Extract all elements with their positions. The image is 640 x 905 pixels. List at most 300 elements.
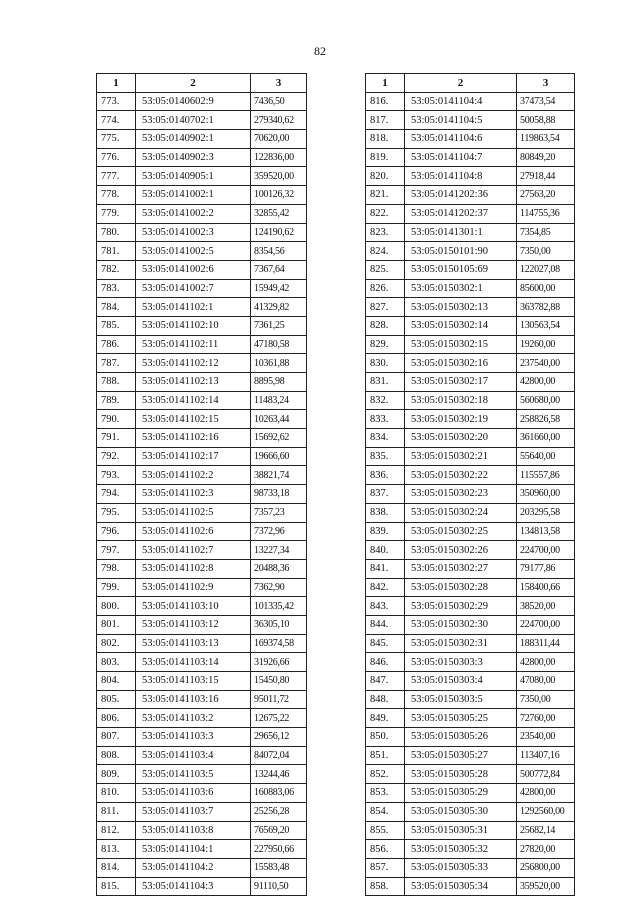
- table-row: [366, 522, 575, 541]
- table-row: [97, 821, 307, 840]
- cadastral-number: 53:05:0141102:3: [136, 485, 251, 504]
- table-row: [366, 242, 575, 261]
- cadastral-value: 7354,85: [517, 223, 575, 242]
- cadastral-number: 53:05:0141102:10: [136, 316, 251, 335]
- cadastral-number: 53:05:0150305:33: [405, 858, 517, 877]
- page-number: 82: [314, 44, 326, 58]
- row-number: 843.: [366, 597, 405, 616]
- row-number: 792.: [97, 447, 136, 466]
- cadastral-value: 79177,86: [517, 559, 575, 578]
- cadastral-number: 53:05:0141102:17: [136, 447, 251, 466]
- cadastral-value: 36305,10: [251, 615, 307, 634]
- table-row: [366, 802, 575, 821]
- table-row: [366, 373, 575, 392]
- row-number: 801.: [97, 615, 136, 634]
- table-row: [366, 485, 575, 504]
- cadastral-number: 53:05:0141102:13: [136, 373, 251, 392]
- row-number: 837.: [366, 485, 405, 504]
- table-row: [366, 410, 575, 429]
- cadastral-number: 53:05:0141104:7: [405, 148, 517, 167]
- table-row: [366, 597, 575, 616]
- row-number: 850.: [366, 728, 405, 747]
- cadastral-value: 258826,58: [517, 410, 575, 429]
- cadastral-value: 19260,00: [517, 335, 575, 354]
- cadastral-number: 53:05:0141103:16: [136, 690, 251, 709]
- cadastral-value: 50058,88: [517, 111, 575, 130]
- cadastral-value: 27820,00: [517, 840, 575, 859]
- table-row: [97, 373, 307, 392]
- table-row: [366, 784, 575, 803]
- cadastral-number: 53:05:0141103:4: [136, 746, 251, 765]
- row-number: 783.: [97, 279, 136, 298]
- table-row: [366, 765, 575, 784]
- cadastral-value: 85600,00: [517, 279, 575, 298]
- table-row: [366, 503, 575, 522]
- cadastral-value: 7361,25: [251, 316, 307, 335]
- cadastral-value: 7350,00: [517, 690, 575, 709]
- cadastral-value: 359520,00: [251, 167, 307, 186]
- cadastral-number: 53:05:0141104:8: [405, 167, 517, 186]
- table-row: [366, 148, 575, 167]
- table-row: [97, 746, 307, 765]
- row-number: 803.: [97, 653, 136, 672]
- row-number: 833.: [366, 410, 405, 429]
- table-row: [97, 709, 307, 728]
- row-number: 845.: [366, 634, 405, 653]
- cadastral-number: 53:05:0150105:69: [405, 260, 517, 279]
- cadastral-number: 53:05:0150302:15: [405, 335, 517, 354]
- cadastral-number: 53:05:0150305:25: [405, 709, 517, 728]
- registry-table-right: [365, 73, 575, 896]
- table-row: [366, 204, 575, 223]
- table-row: [366, 391, 575, 410]
- cadastral-number: 53:05:0141301:1: [405, 223, 517, 242]
- cadastral-number: 53:05:0141104:5: [405, 111, 517, 130]
- cadastral-value: 11483,24: [251, 391, 307, 410]
- cadastral-number: 53:05:0150305:28: [405, 765, 517, 784]
- table-row: [97, 391, 307, 410]
- cadastral-number: 53:05:0141102:2: [136, 466, 251, 485]
- row-number: 794.: [97, 485, 136, 504]
- row-number: 800.: [97, 597, 136, 616]
- cadastral-value: 279340,62: [251, 111, 307, 130]
- table-row: [97, 503, 307, 522]
- table-row: [366, 690, 575, 709]
- table-row: [97, 410, 307, 429]
- cadastral-number: 53:05:0150302:17: [405, 373, 517, 392]
- cadastral-value: 158400,66: [517, 578, 575, 597]
- row-number: 789.: [97, 391, 136, 410]
- table-row: [366, 615, 575, 634]
- cadastral-value: 119863,54: [517, 130, 575, 149]
- table-row: [366, 709, 575, 728]
- cadastral-value: 8895,98: [251, 373, 307, 392]
- cadastral-value: 41329,82: [251, 298, 307, 317]
- cadastral-number: 53:05:0141002:3: [136, 223, 251, 242]
- row-number: 829.: [366, 335, 405, 354]
- table-row: [97, 615, 307, 634]
- table-row: [366, 260, 575, 279]
- table-row: [366, 877, 575, 896]
- row-number: 836.: [366, 466, 405, 485]
- cadastral-number: 53:05:0150305:29: [405, 784, 517, 803]
- cadastral-number: 53:05:0150302:29: [405, 597, 517, 616]
- row-number: 840.: [366, 541, 405, 560]
- table-row: [97, 279, 307, 298]
- cadastral-value: 95011,72: [251, 690, 307, 709]
- cadastral-number: 53:05:0150302:1: [405, 279, 517, 298]
- table-row: [97, 522, 307, 541]
- cadastral-value: 122027,08: [517, 260, 575, 279]
- cadastral-value: 363782,88: [517, 298, 575, 317]
- table-row: [97, 148, 307, 167]
- row-number: 808.: [97, 746, 136, 765]
- cadastral-value: 7367,64: [251, 260, 307, 279]
- row-number: 809.: [97, 765, 136, 784]
- cadastral-number: 53:05:0150305:31: [405, 821, 517, 840]
- row-number: 822.: [366, 204, 405, 223]
- cadastral-value: 560680,00: [517, 391, 575, 410]
- cadastral-value: 91110,50: [251, 877, 307, 896]
- table-row: [97, 298, 307, 317]
- table-header-row: [366, 74, 575, 93]
- cadastral-value: 72760,00: [517, 709, 575, 728]
- cadastral-value: 101335,42: [251, 597, 307, 616]
- table-row: [97, 223, 307, 242]
- cadastral-number: 53:05:0150302:27: [405, 559, 517, 578]
- cadastral-number: 53:05:0141102:11: [136, 335, 251, 354]
- row-number: 776.: [97, 148, 136, 167]
- table-row: [97, 466, 307, 485]
- cadastral-value: 130563,54: [517, 316, 575, 335]
- header-col-1: 1: [366, 74, 405, 93]
- table-row: [366, 167, 575, 186]
- row-number: 815.: [97, 877, 136, 896]
- cadastral-number: 53:05:0150302:20: [405, 429, 517, 448]
- row-number: 820.: [366, 167, 405, 186]
- table-row: [366, 840, 575, 859]
- cadastral-number: 53:05:0141002:1: [136, 186, 251, 205]
- table-row: [97, 858, 307, 877]
- row-number: 816.: [366, 92, 405, 111]
- cadastral-number: 53:05:0150302:21: [405, 447, 517, 466]
- cadastral-number: 53:05:0141102:9: [136, 578, 251, 597]
- row-number: 785.: [97, 316, 136, 335]
- cadastral-number: 53:05:0141103:6: [136, 784, 251, 803]
- row-number: 824.: [366, 242, 405, 261]
- cadastral-value: 203295,58: [517, 503, 575, 522]
- table-row: [97, 335, 307, 354]
- row-number: 817.: [366, 111, 405, 130]
- table-row: [97, 92, 307, 111]
- row-number: 778.: [97, 186, 136, 205]
- cadastral-value: 350960,00: [517, 485, 575, 504]
- table-row: [97, 690, 307, 709]
- table-row: [97, 354, 307, 373]
- row-number: 856.: [366, 840, 405, 859]
- cadastral-number: 53:05:0141103:2: [136, 709, 251, 728]
- table-row: [97, 559, 307, 578]
- row-number: 853.: [366, 784, 405, 803]
- cadastral-number: 53:05:0141103:13: [136, 634, 251, 653]
- cadastral-value: 80849,20: [517, 148, 575, 167]
- cadastral-value: 70620,00: [251, 130, 307, 149]
- table-row: [366, 429, 575, 448]
- table-row: [97, 130, 307, 149]
- row-number: 852.: [366, 765, 405, 784]
- cadastral-number: 53:05:0141103:7: [136, 802, 251, 821]
- row-number: 788.: [97, 373, 136, 392]
- cadastral-number: 53:05:0150302:31: [405, 634, 517, 653]
- cadastral-number: 53:05:0141103:15: [136, 672, 251, 691]
- table-row: [97, 634, 307, 653]
- cadastral-value: 84072,04: [251, 746, 307, 765]
- table-row: [97, 447, 307, 466]
- table-row: [366, 447, 575, 466]
- row-number: 799.: [97, 578, 136, 597]
- row-number: 787.: [97, 354, 136, 373]
- row-number: 841.: [366, 559, 405, 578]
- table-row: [97, 578, 307, 597]
- cadastral-number: 53:05:0150101:90: [405, 242, 517, 261]
- cadastral-value: 359520,00: [517, 877, 575, 896]
- row-number: 798.: [97, 559, 136, 578]
- cadastral-value: 42800,00: [517, 653, 575, 672]
- cadastral-number: 53:05:0141103:14: [136, 653, 251, 672]
- table-row: [366, 92, 575, 111]
- table-row: [366, 223, 575, 242]
- table-row: [97, 672, 307, 691]
- row-number: 797.: [97, 541, 136, 560]
- table-row: [366, 298, 575, 317]
- cadastral-number: 53:05:0141103:3: [136, 728, 251, 747]
- cadastral-number: 53:05:0141002:5: [136, 242, 251, 261]
- cadastral-number: 53:05:0150302:25: [405, 522, 517, 541]
- table-row: [366, 111, 575, 130]
- cadastral-value: 237540,00: [517, 354, 575, 373]
- header-col-2: 2: [136, 74, 251, 93]
- cadastral-value: 124190,62: [251, 223, 307, 242]
- row-number: 804.: [97, 672, 136, 691]
- cadastral-value: 25682,14: [517, 821, 575, 840]
- cadastral-number: 53:05:0141202:37: [405, 204, 517, 223]
- row-number: 846.: [366, 653, 405, 672]
- cadastral-value: 134813,58: [517, 522, 575, 541]
- cadastral-number: 53:05:0140902:3: [136, 148, 251, 167]
- row-number: 806.: [97, 709, 136, 728]
- cadastral-number: 53:05:0140902:1: [136, 130, 251, 149]
- cadastral-number: 53:05:0150302:18: [405, 391, 517, 410]
- row-number: 795.: [97, 503, 136, 522]
- row-number: 812.: [97, 821, 136, 840]
- row-number: 844.: [366, 615, 405, 634]
- row-number: 779.: [97, 204, 136, 223]
- cadastral-number: 53:05:0150302:24: [405, 503, 517, 522]
- cadastral-value: 122836,00: [251, 148, 307, 167]
- table-row: [97, 316, 307, 335]
- cadastral-number: 53:05:0140905:1: [136, 167, 251, 186]
- row-number: 818.: [366, 130, 405, 149]
- cadastral-number: 53:05:0141103:10: [136, 597, 251, 616]
- cadastral-number: 53:05:0150302:22: [405, 466, 517, 485]
- row-number: 855.: [366, 821, 405, 840]
- cadastral-number: 53:05:0141102:7: [136, 541, 251, 560]
- table-row: [97, 242, 307, 261]
- cadastral-value: 29656,12: [251, 728, 307, 747]
- table-row: [97, 597, 307, 616]
- cadastral-value: 31926,66: [251, 653, 307, 672]
- cadastral-number: 53:05:0141002:2: [136, 204, 251, 223]
- row-number: 825.: [366, 260, 405, 279]
- cadastral-value: 15692,62: [251, 429, 307, 448]
- cadastral-value: 224700,00: [517, 541, 575, 560]
- cadastral-value: 361660,00: [517, 429, 575, 448]
- row-number: 830.: [366, 354, 405, 373]
- cadastral-number: 53:05:0141102:6: [136, 522, 251, 541]
- row-number: 793.: [97, 466, 136, 485]
- table-row: [97, 429, 307, 448]
- table-row: [366, 578, 575, 597]
- cadastral-number: 53:05:0150305:26: [405, 728, 517, 747]
- cadastral-number: 53:05:0141102:1: [136, 298, 251, 317]
- header-col-2: 2: [405, 74, 517, 93]
- cadastral-number: 53:05:0150302:26: [405, 541, 517, 560]
- table-row: [366, 634, 575, 653]
- table-row: [366, 335, 575, 354]
- table-row: [366, 821, 575, 840]
- cadastral-number: 53:05:0141104:4: [405, 92, 517, 111]
- cadastral-value: 38520,00: [517, 597, 575, 616]
- cadastral-value: 7350,00: [517, 242, 575, 261]
- table-row: [97, 111, 307, 130]
- row-number: 857.: [366, 858, 405, 877]
- row-number: 838.: [366, 503, 405, 522]
- row-number: 802.: [97, 634, 136, 653]
- cadastral-value: 32855,42: [251, 204, 307, 223]
- cadastral-number: 53:05:0150305:30: [405, 802, 517, 821]
- table-row: [97, 784, 307, 803]
- row-number: 835.: [366, 447, 405, 466]
- table-row: [366, 279, 575, 298]
- table-row: [97, 765, 307, 784]
- cadastral-value: 42800,00: [517, 784, 575, 803]
- cadastral-value: 37473,54: [517, 92, 575, 111]
- row-number: 832.: [366, 391, 405, 410]
- cadastral-value: 25256,28: [251, 802, 307, 821]
- table-row: [366, 130, 575, 149]
- cadastral-number: 53:05:0141103:8: [136, 821, 251, 840]
- cadastral-number: 53:05:0150302:13: [405, 298, 517, 317]
- cadastral-number: 53:05:0150303:3: [405, 653, 517, 672]
- row-number: 777.: [97, 167, 136, 186]
- cadastral-number: 53:05:0150302:16: [405, 354, 517, 373]
- cadastral-number: 53:05:0150302:23: [405, 485, 517, 504]
- row-number: 773.: [97, 92, 136, 111]
- header-col-3: 3: [251, 74, 307, 93]
- cadastral-number: 53:05:0150305:32: [405, 840, 517, 859]
- row-number: 786.: [97, 335, 136, 354]
- table-row: [97, 802, 307, 821]
- cadastral-number: 53:05:0141104:6: [405, 130, 517, 149]
- row-number: 790.: [97, 410, 136, 429]
- cadastral-value: 160883,06: [251, 784, 307, 803]
- cadastral-number: 53:05:0150302:30: [405, 615, 517, 634]
- table-row: [97, 260, 307, 279]
- cadastral-number: 53:05:0141002:6: [136, 260, 251, 279]
- cadastral-value: 15583,48: [251, 858, 307, 877]
- cadastral-number: 53:05:0141103:5: [136, 765, 251, 784]
- cadastral-value: 47180,58: [251, 335, 307, 354]
- cadastral-value: 7436,50: [251, 92, 307, 111]
- row-number: 848.: [366, 690, 405, 709]
- table-row: [366, 858, 575, 877]
- cadastral-value: 10263,44: [251, 410, 307, 429]
- table-row: [97, 877, 307, 896]
- table-row: [97, 485, 307, 504]
- row-number: 858.: [366, 877, 405, 896]
- cadastral-value: 15949,42: [251, 279, 307, 298]
- row-number: 775.: [97, 130, 136, 149]
- cadastral-value: 55640,00: [517, 447, 575, 466]
- table-row: [366, 354, 575, 373]
- row-number: 791.: [97, 429, 136, 448]
- registry-table-left: [96, 73, 307, 896]
- table-row: [97, 186, 307, 205]
- cadastral-value: 188311,44: [517, 634, 575, 653]
- cadastral-number: 53:05:0140702:1: [136, 111, 251, 130]
- row-number: 805.: [97, 690, 136, 709]
- cadastral-value: 10361,88: [251, 354, 307, 373]
- cadastral-number: 53:05:0141002:7: [136, 279, 251, 298]
- cadastral-number: 53:05:0150302:19: [405, 410, 517, 429]
- row-number: 834.: [366, 429, 405, 448]
- cadastral-value: 13244,46: [251, 765, 307, 784]
- table-row: [366, 186, 575, 205]
- cadastral-value: 12675,22: [251, 709, 307, 728]
- header-col-1: 1: [97, 74, 136, 93]
- cadastral-number: 53:05:0141104:3: [136, 877, 251, 896]
- cadastral-value: 224700,00: [517, 615, 575, 634]
- table-row: [366, 541, 575, 560]
- cadastral-number: 53:05:0150303:5: [405, 690, 517, 709]
- cadastral-number: 53:05:0141102:8: [136, 559, 251, 578]
- row-number: 814.: [97, 858, 136, 877]
- table-row: [366, 559, 575, 578]
- cadastral-number: 53:05:0141104:1: [136, 840, 251, 859]
- cadastral-value: 1292560,00: [517, 802, 575, 821]
- row-number: 826.: [366, 279, 405, 298]
- table-row: [366, 728, 575, 747]
- cadastral-value: 8354,56: [251, 242, 307, 261]
- row-number: 851.: [366, 746, 405, 765]
- row-number: 782.: [97, 260, 136, 279]
- cadastral-value: 20488,36: [251, 559, 307, 578]
- table-row: [366, 653, 575, 672]
- cadastral-value: 76569,20: [251, 821, 307, 840]
- table-row: [366, 746, 575, 765]
- row-number: 821.: [366, 186, 405, 205]
- cadastral-value: 38821,74: [251, 466, 307, 485]
- cadastral-value: 23540,00: [517, 728, 575, 747]
- cadastral-number: 53:05:0141202:36: [405, 186, 517, 205]
- row-number: 842.: [366, 578, 405, 597]
- table-row: [366, 466, 575, 485]
- cadastral-value: 15450,80: [251, 672, 307, 691]
- row-number: 807.: [97, 728, 136, 747]
- cadastral-number: 53:05:0150305:27: [405, 746, 517, 765]
- cadastral-value: 7372,96: [251, 522, 307, 541]
- cadastral-number: 53:05:0140602:9: [136, 92, 251, 111]
